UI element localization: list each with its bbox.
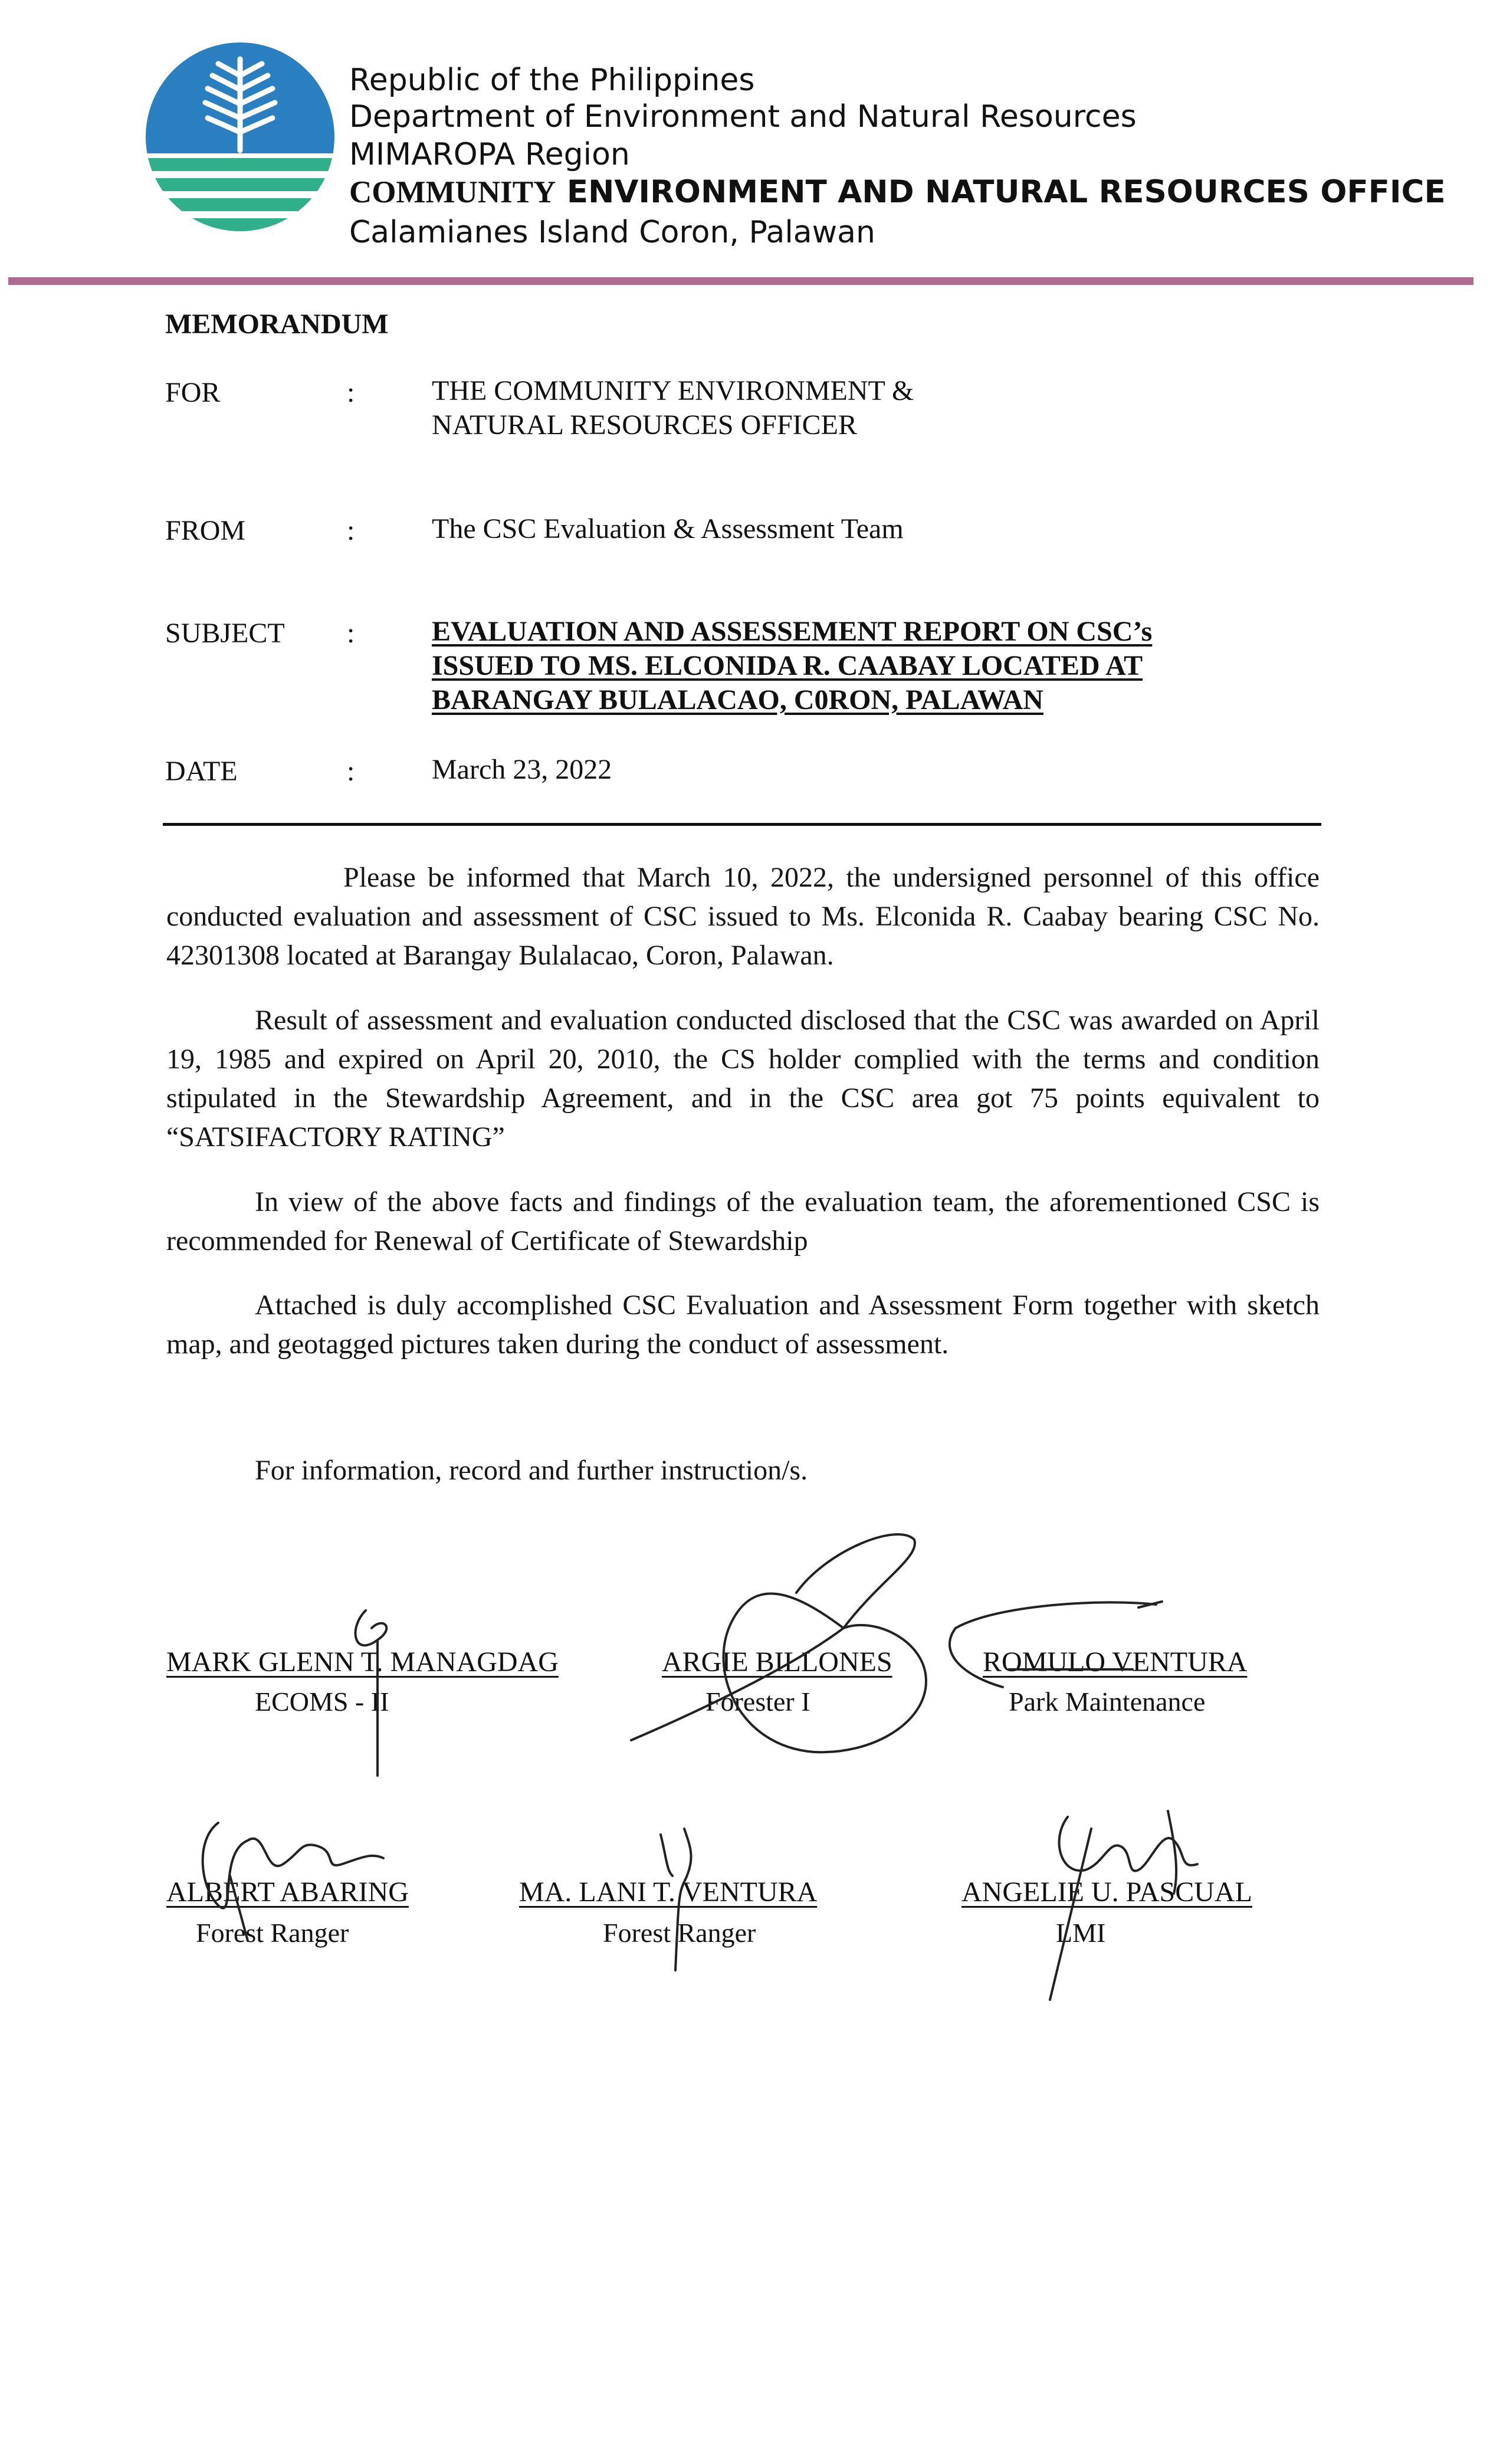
from-colon: : <box>347 515 355 546</box>
for-value-line1: THE COMMUNITY ENVIRONMENT & <box>432 375 914 406</box>
subject-colon: : <box>347 618 355 649</box>
subject-line3: BARANGAY BULALACAO, C0RON, PALAWAN <box>432 684 1043 716</box>
paragraph-5 <box>166 1451 1320 1490</box>
signatory-name-4: ALBERT ABARING <box>166 1876 409 1908</box>
signatory-title-1: ECOMS - II <box>255 1687 389 1717</box>
signatory-title-5: Forest Ranger <box>603 1918 756 1948</box>
subject-line1: EVALUATION AND ASSESSEMENT REPORT ON CSC’s <box>432 616 1153 647</box>
signatory-title-4: Forest Ranger <box>196 1918 349 1948</box>
signatory-name-1: MARK GLENN T. MANAGDAG <box>166 1646 559 1678</box>
date-value: March 23, 2022 <box>432 754 612 785</box>
letterhead-office <box>349 173 1446 211</box>
letterhead-office-a: COMMUNITY <box>349 175 556 209</box>
letterhead-republic: Republic of the Philippines <box>349 63 755 98</box>
for-value-line2: NATURAL RESOURCES OFFICER <box>432 409 858 441</box>
denr-logo-icon <box>142 41 339 233</box>
signatory-title-3: Park Maintenance <box>1009 1687 1206 1717</box>
signatory-title-2: Forester I <box>705 1687 810 1717</box>
paragraph-2 <box>166 1001 1320 1157</box>
letterhead-department: Department of Environment and Natural Resources <box>349 99 1137 134</box>
paragraph-4-text: Attached is duly accomplished CSC Evaluation and Assessment Form together with sketch map, and geotagged pictures taken during the conduct of assessment. <box>166 1290 1320 1360</box>
for-label: FOR <box>165 377 221 408</box>
letterhead-region: MIMAROPA Region <box>349 137 630 172</box>
subject-value <box>432 615 1152 717</box>
paragraph-4 <box>166 1286 1320 1364</box>
subject-line2: ISSUED TO MS. ELCONIDA R. CAABAY LOCATED AT <box>432 650 1143 681</box>
signatory-name-3: ROMULO VENTURA <box>983 1646 1248 1678</box>
paragraph-1 <box>166 858 1320 975</box>
paragraph-3-text: In view of the above facts and findings of the evaluation team, the aforementioned CSC is recommended for Renewal of Certificate of Stewardship <box>166 1186 1320 1256</box>
from-value: The CSC Evaluation & Assessment Team <box>432 513 904 544</box>
for-value <box>432 374 914 442</box>
signatory-name-5: MA. LANI T. VENTURA <box>519 1876 818 1908</box>
paragraph-2-text: Result of assessment and evaluation conducted disclosed that the CSC was awarded on April 19, 1985 and expired on April 20, 2010, the CS holder complied with the terms and condition stipulated in the Stewardship Agreement, and in the CSC area got 75 points equivalent to “SATSIFACTORY RATING” <box>166 1005 1320 1153</box>
subject-label: SUBJECT <box>165 618 285 649</box>
paragraph-1-text: Please be informed that March 10, 2022, the undersigned personnel of this office conducted evaluation and assessment of CSC issued to Ms. Elconida R. Caabay bearing CSC No. 42301308 located at Barangay Bulalacao, Coron, Palawan. <box>166 862 1320 971</box>
letterhead-office-b: ENVIRONMENT AND NATURAL RESOURCES OFFICE <box>566 174 1446 210</box>
signature-2 <box>619 1528 950 1752</box>
for-colon: : <box>347 377 355 408</box>
from-label: FROM <box>165 515 246 546</box>
header-divider <box>163 823 1321 826</box>
date-colon: : <box>347 756 355 787</box>
memo-title: MEMORANDUM <box>165 309 389 340</box>
signatory-name-2: ARGIE BILLONES <box>662 1646 892 1678</box>
paragraph-3 <box>166 1183 1320 1261</box>
signatory-name-6: ANGELIE U. PASCUAL <box>961 1876 1252 1908</box>
letterhead-divider <box>8 277 1473 285</box>
letterhead-address: Calamianes Island Coron, Palawan <box>349 215 875 250</box>
paragraph-5-text: For information, record and further instruction/s. <box>255 1455 808 1486</box>
date-label: DATE <box>165 756 238 787</box>
signatory-title-6: LMI <box>1056 1918 1106 1948</box>
